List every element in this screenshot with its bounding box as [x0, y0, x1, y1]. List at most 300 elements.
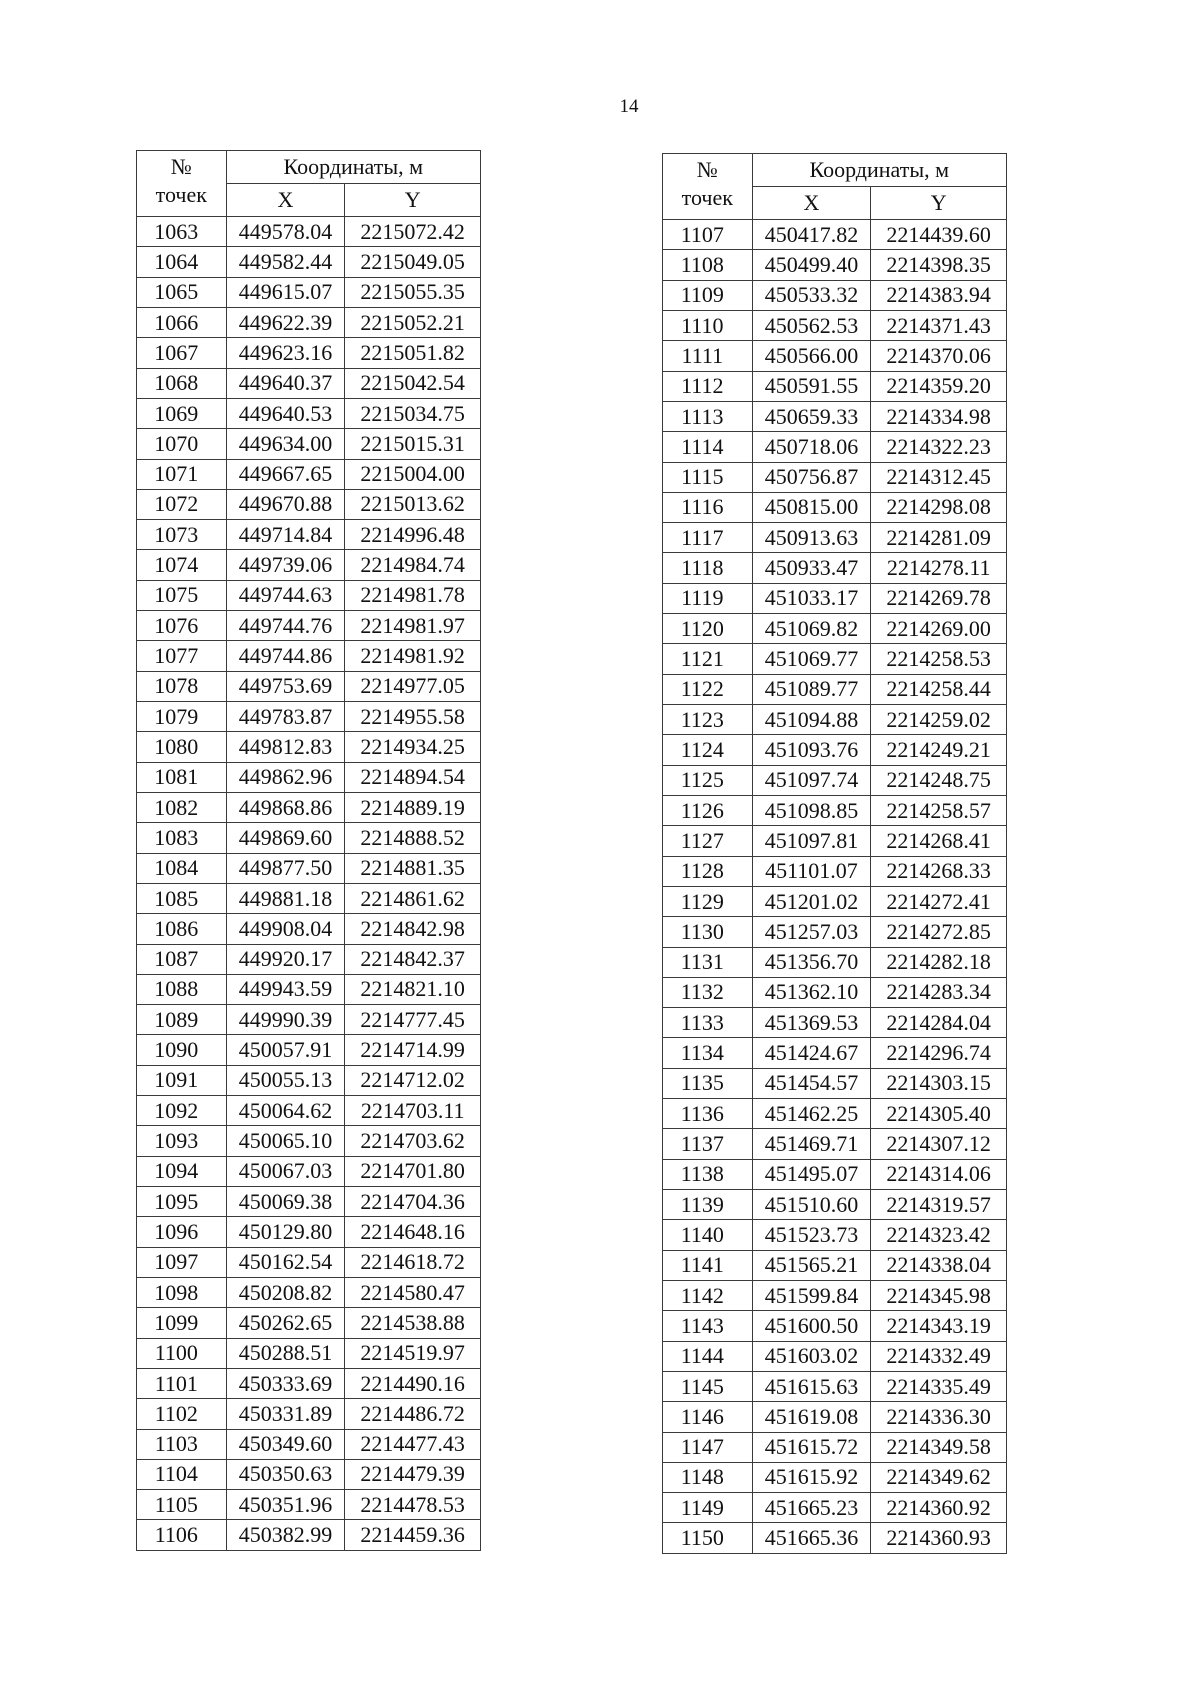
y-column-header: Y [345, 184, 481, 217]
y-coordinate-cell: 2214977.05 [345, 671, 481, 701]
table-row [663, 492, 1007, 522]
x-coordinate-cell: 449943.59 [226, 974, 345, 1004]
point-number-cell: 1142 [663, 1280, 753, 1310]
point-number-cell: 1100 [137, 1338, 227, 1368]
y-coordinate-cell: 2214312.45 [871, 462, 1007, 492]
table-row [663, 977, 1007, 1007]
point-number-cell: 1117 [663, 523, 753, 553]
x-coordinate-cell: 451033.17 [752, 583, 871, 613]
y-coordinate-cell: 2214486.72 [345, 1399, 481, 1429]
table-row [137, 489, 481, 519]
point-number-cell: 1075 [137, 580, 227, 610]
point-number-cell: 1121 [663, 644, 753, 674]
table-row [137, 429, 481, 459]
point-number-cell: 1077 [137, 641, 227, 671]
x-coordinate-cell: 451097.81 [752, 826, 871, 856]
point-number-cell: 1099 [137, 1308, 227, 1338]
table-row [663, 1068, 1007, 1098]
y-coordinate-cell: 2214345.98 [871, 1280, 1007, 1310]
y-coordinate-cell: 2214269.00 [871, 614, 1007, 644]
table-row [663, 765, 1007, 795]
x-coordinate-cell: 451665.23 [752, 1493, 871, 1523]
table-row [137, 368, 481, 398]
y-coordinate-cell: 2215052.21 [345, 307, 481, 337]
point-number-cell: 1105 [137, 1490, 227, 1520]
x-coordinate-cell: 449744.76 [226, 611, 345, 641]
y-coordinate-cell: 2214861.62 [345, 883, 481, 913]
y-coordinate-cell: 2214648.16 [345, 1217, 481, 1247]
y-coordinate-cell: 2214268.41 [871, 826, 1007, 856]
x-coordinate-cell: 451069.82 [752, 614, 871, 644]
y-coordinate-cell: 2214296.74 [871, 1038, 1007, 1068]
x-coordinate-cell: 450382.99 [226, 1520, 345, 1550]
table-row [663, 1220, 1007, 1250]
point-number-cell: 1096 [137, 1217, 227, 1247]
table-row [137, 1035, 481, 1065]
y-coordinate-cell: 2214349.62 [871, 1462, 1007, 1492]
point-number-cell: 1092 [137, 1096, 227, 1126]
table-row [663, 1280, 1007, 1310]
x-coordinate-cell: 450499.40 [752, 250, 871, 280]
y-coordinate-cell: 2214371.43 [871, 310, 1007, 340]
point-number-cell: 1068 [137, 368, 227, 398]
x-coordinate-cell: 449582.44 [226, 247, 345, 277]
table-row [137, 520, 481, 550]
x-coordinate-cell: 451454.57 [752, 1068, 871, 1098]
y-coordinate-cell: 2214307.12 [871, 1129, 1007, 1159]
x-coordinate-cell: 450067.03 [226, 1156, 345, 1186]
x-coordinate-cell: 450057.91 [226, 1035, 345, 1065]
y-coordinate-cell: 2214335.49 [871, 1371, 1007, 1401]
y-coordinate-cell: 2214398.35 [871, 250, 1007, 280]
y-coordinate-cell: 2214955.58 [345, 702, 481, 732]
x-coordinate-cell: 450262.65 [226, 1308, 345, 1338]
table-row [663, 1099, 1007, 1129]
table-row [137, 1187, 481, 1217]
y-coordinate-cell: 2214703.62 [345, 1126, 481, 1156]
y-coordinate-cell: 2214459.36 [345, 1520, 481, 1550]
point-number-cell: 1098 [137, 1277, 227, 1307]
table-row [137, 1520, 481, 1550]
y-coordinate-cell: 2214981.97 [345, 611, 481, 641]
table-row [663, 250, 1007, 280]
x-coordinate-cell: 450351.96 [226, 1490, 345, 1520]
x-coordinate-cell: 451097.74 [752, 765, 871, 795]
y-coordinate-cell: 2214305.40 [871, 1099, 1007, 1129]
y-coordinate-cell: 2214336.30 [871, 1402, 1007, 1432]
x-coordinate-cell: 449667.65 [226, 459, 345, 489]
point-number-cell: 1130 [663, 917, 753, 947]
x-coordinate-cell: 450659.33 [752, 401, 871, 431]
table-row [663, 826, 1007, 856]
table-row [137, 914, 481, 944]
x-coordinate-cell: 449578.04 [226, 217, 345, 247]
x-coordinate-cell: 451615.72 [752, 1432, 871, 1462]
point-number-cell: 1088 [137, 974, 227, 1004]
table-row [137, 1217, 481, 1247]
x-coordinate-cell: 449640.37 [226, 368, 345, 398]
table-row [137, 792, 481, 822]
y-coordinate-cell: 2214701.80 [345, 1156, 481, 1186]
table-row [663, 1038, 1007, 1068]
point-number-cell: 1076 [137, 611, 227, 641]
table-row [137, 853, 481, 883]
number-sign: № [696, 157, 718, 182]
y-coordinate-cell: 2214519.97 [345, 1338, 481, 1368]
y-coordinate-cell: 2214338.04 [871, 1250, 1007, 1280]
y-coordinate-cell: 2214439.60 [871, 220, 1007, 250]
point-number-cell: 1107 [663, 220, 753, 250]
point-number-cell: 1064 [137, 247, 227, 277]
x-coordinate-cell: 450349.60 [226, 1429, 345, 1459]
point-number-cell: 1132 [663, 977, 753, 1007]
point-number-cell: 1135 [663, 1068, 753, 1098]
y-coordinate-cell: 2214618.72 [345, 1247, 481, 1277]
point-number-cell: 1143 [663, 1311, 753, 1341]
table-row [663, 735, 1007, 765]
x-coordinate-cell: 449714.84 [226, 520, 345, 550]
table-row [663, 280, 1007, 310]
point-number-cell: 1063 [137, 217, 227, 247]
point-number-cell: 1110 [663, 310, 753, 340]
x-coordinate-cell: 449920.17 [226, 944, 345, 974]
table-row [663, 1493, 1007, 1523]
x-coordinate-cell: 449623.16 [226, 338, 345, 368]
x-coordinate-cell: 451603.02 [752, 1341, 871, 1371]
point-number-cell: 1119 [663, 583, 753, 613]
point-number-cell: 1081 [137, 762, 227, 792]
point-number-cell: 1115 [663, 462, 753, 492]
page-number: 14 [619, 96, 639, 117]
y-coordinate-cell: 2214714.99 [345, 1035, 481, 1065]
point-number-cell: 1080 [137, 732, 227, 762]
x-coordinate-cell: 449990.39 [226, 1005, 345, 1035]
y-coordinate-cell: 2214272.85 [871, 917, 1007, 947]
point-number-cell: 1141 [663, 1250, 753, 1280]
point-number-cell: 1137 [663, 1129, 753, 1159]
y-coordinate-cell: 2215051.82 [345, 338, 481, 368]
coordinates-header: Координаты, м [752, 154, 1006, 187]
table-row [137, 277, 481, 307]
y-coordinate-cell: 2214383.94 [871, 280, 1007, 310]
coordinates-table-right [662, 153, 1007, 1554]
table-row [137, 1247, 481, 1277]
x-coordinate-cell: 451462.25 [752, 1099, 871, 1129]
table-row [137, 459, 481, 489]
point-number-cell: 1085 [137, 883, 227, 913]
point-number-cell: 1111 [663, 341, 753, 371]
point-number-cell: 1073 [137, 520, 227, 550]
y-coordinate-cell: 2214258.44 [871, 674, 1007, 704]
x-coordinate-cell: 450533.32 [752, 280, 871, 310]
y-coordinate-cell: 2214272.41 [871, 886, 1007, 916]
y-coordinate-cell: 2214996.48 [345, 520, 481, 550]
number-sign: № [170, 154, 192, 179]
x-coordinate-cell: 450913.63 [752, 523, 871, 553]
x-coordinate-cell: 450566.00 [752, 341, 871, 371]
point-number-cell: 1112 [663, 371, 753, 401]
point-number-cell: 1101 [137, 1368, 227, 1398]
x-column-header: X [226, 184, 345, 217]
y-coordinate-cell: 2215072.42 [345, 217, 481, 247]
point-number-cell: 1074 [137, 550, 227, 580]
table-row [137, 1126, 481, 1156]
point-number-cell: 1082 [137, 792, 227, 822]
x-coordinate-cell: 449634.00 [226, 429, 345, 459]
point-number-cell: 1125 [663, 765, 753, 795]
y-coordinate-cell: 2214703.11 [345, 1096, 481, 1126]
table-row [663, 917, 1007, 947]
y-coordinate-cell: 2214268.33 [871, 856, 1007, 886]
y-coordinate-cell: 2214258.53 [871, 644, 1007, 674]
x-coordinate-cell: 450417.82 [752, 220, 871, 250]
x-coordinate-cell: 449744.86 [226, 641, 345, 671]
y-coordinate-cell: 2214269.78 [871, 583, 1007, 613]
point-number-cell: 1109 [663, 280, 753, 310]
point-number-header [663, 154, 753, 220]
y-coordinate-cell: 2214981.92 [345, 641, 481, 671]
point-number-cell: 1103 [137, 1429, 227, 1459]
x-coordinate-cell: 451356.70 [752, 947, 871, 977]
x-coordinate-cell: 451523.73 [752, 1220, 871, 1250]
coordinates-header: Координаты, м [226, 151, 480, 184]
table-row [137, 732, 481, 762]
table-row [663, 1523, 1007, 1553]
y-coordinate-cell: 2214314.06 [871, 1159, 1007, 1189]
y-coordinate-cell: 2214248.75 [871, 765, 1007, 795]
point-number-cell: 1083 [137, 823, 227, 853]
x-coordinate-cell: 451369.53 [752, 1008, 871, 1038]
y-coordinate-cell: 2214478.53 [345, 1490, 481, 1520]
x-coordinate-cell: 451510.60 [752, 1190, 871, 1220]
table-row [137, 1459, 481, 1489]
table-row [663, 1190, 1007, 1220]
point-number-cell: 1086 [137, 914, 227, 944]
x-coordinate-cell: 451257.03 [752, 917, 871, 947]
x-coordinate-cell: 450333.69 [226, 1368, 345, 1398]
table-row [663, 705, 1007, 735]
y-coordinate-cell: 2214370.06 [871, 341, 1007, 371]
table-row [663, 674, 1007, 704]
x-coordinate-cell: 450933.47 [752, 553, 871, 583]
table-row [137, 580, 481, 610]
y-coordinate-cell: 2214283.34 [871, 977, 1007, 1007]
point-number-cell: 1116 [663, 492, 753, 522]
coordinates-table-left [136, 150, 481, 1551]
x-coordinate-cell: 449622.39 [226, 307, 345, 337]
y-coordinate-cell: 2215034.75 [345, 398, 481, 428]
y-coordinate-cell: 2214349.58 [871, 1432, 1007, 1462]
table-row [137, 1065, 481, 1095]
x-coordinate-cell: 451093.76 [752, 735, 871, 765]
table-row [663, 1250, 1007, 1280]
point-number-cell: 1114 [663, 432, 753, 462]
y-coordinate-cell: 2214334.98 [871, 401, 1007, 431]
x-coordinate-cell: 450064.62 [226, 1096, 345, 1126]
x-coordinate-cell: 450350.63 [226, 1459, 345, 1489]
point-number-cell: 1090 [137, 1035, 227, 1065]
point-number-cell: 1148 [663, 1462, 753, 1492]
y-coordinate-cell: 2214359.20 [871, 371, 1007, 401]
table-row [137, 944, 481, 974]
point-number-cell: 1094 [137, 1156, 227, 1186]
table-row [663, 1462, 1007, 1492]
point-number-cell: 1078 [137, 671, 227, 701]
y-coordinate-cell: 2214842.37 [345, 944, 481, 974]
point-number-cell: 1131 [663, 947, 753, 977]
point-number-cell: 1150 [663, 1523, 753, 1553]
y-coordinate-cell: 2214889.19 [345, 792, 481, 822]
point-number-cell: 1133 [663, 1008, 753, 1038]
x-coordinate-cell: 449739.06 [226, 550, 345, 580]
x-coordinate-cell: 451599.84 [752, 1280, 871, 1310]
table-row [663, 523, 1007, 553]
x-coordinate-cell: 449877.50 [226, 853, 345, 883]
point-number-cell: 1065 [137, 277, 227, 307]
point-number-cell: 1091 [137, 1065, 227, 1095]
table-row [137, 641, 481, 671]
table-row [137, 823, 481, 853]
table-row [663, 1129, 1007, 1159]
table-body-right [663, 220, 1007, 1554]
point-number-cell: 1139 [663, 1190, 753, 1220]
x-coordinate-cell: 450591.55 [752, 371, 871, 401]
x-coordinate-cell: 450065.10 [226, 1126, 345, 1156]
table-row [663, 1008, 1007, 1038]
point-number-cell: 1134 [663, 1038, 753, 1068]
point-number-cell: 1129 [663, 886, 753, 916]
table-row [137, 1005, 481, 1035]
y-coordinate-cell: 2214777.45 [345, 1005, 481, 1035]
point-number-cell: 1071 [137, 459, 227, 489]
y-coordinate-cell: 2214490.16 [345, 1368, 481, 1398]
y-coordinate-cell: 2214323.42 [871, 1220, 1007, 1250]
point-number-cell: 1122 [663, 674, 753, 704]
y-coordinate-cell: 2214360.93 [871, 1523, 1007, 1553]
point-number-cell: 1147 [663, 1432, 753, 1462]
x-coordinate-cell: 449783.87 [226, 702, 345, 732]
y-coordinate-cell: 2214322.23 [871, 432, 1007, 462]
point-number-cell: 1106 [137, 1520, 227, 1550]
x-column-header: X [752, 187, 871, 220]
point-number-cell: 1124 [663, 735, 753, 765]
x-coordinate-cell: 449615.07 [226, 277, 345, 307]
point-number-cell: 1144 [663, 1341, 753, 1371]
y-coordinate-cell: 2214332.49 [871, 1341, 1007, 1371]
table-row [137, 1096, 481, 1126]
y-coordinate-cell: 2214284.04 [871, 1008, 1007, 1038]
point-number-cell: 1136 [663, 1099, 753, 1129]
table-row [137, 1429, 481, 1459]
x-coordinate-cell: 451665.36 [752, 1523, 871, 1553]
point-number-cell: 1072 [137, 489, 227, 519]
y-coordinate-cell: 2214281.09 [871, 523, 1007, 553]
points-label: точек [681, 184, 733, 210]
point-number-cell: 1102 [137, 1399, 227, 1429]
table-row [663, 310, 1007, 340]
table-row [663, 341, 1007, 371]
x-coordinate-cell: 449881.18 [226, 883, 345, 913]
table-row [663, 583, 1007, 613]
table-row [137, 1490, 481, 1520]
table-row [137, 307, 481, 337]
y-coordinate-cell: 2214303.15 [871, 1068, 1007, 1098]
y-coordinate-cell: 2214249.21 [871, 735, 1007, 765]
table-row [663, 371, 1007, 401]
x-coordinate-cell: 450208.82 [226, 1277, 345, 1307]
y-coordinate-cell: 2215055.35 [345, 277, 481, 307]
x-coordinate-cell: 449753.69 [226, 671, 345, 701]
table-row [663, 856, 1007, 886]
x-coordinate-cell: 450562.53 [752, 310, 871, 340]
x-coordinate-cell: 450331.89 [226, 1399, 345, 1429]
table-row [137, 217, 481, 247]
y-coordinate-cell: 2215049.05 [345, 247, 481, 277]
y-coordinate-cell: 2214842.98 [345, 914, 481, 944]
y-coordinate-cell: 2214278.11 [871, 553, 1007, 583]
y-coordinate-cell: 2214479.39 [345, 1459, 481, 1489]
x-coordinate-cell: 450756.87 [752, 462, 871, 492]
point-number-cell: 1146 [663, 1402, 753, 1432]
table-row [137, 1368, 481, 1398]
y-coordinate-cell: 2214538.88 [345, 1308, 481, 1338]
point-number-cell: 1118 [663, 553, 753, 583]
x-coordinate-cell: 451615.92 [752, 1462, 871, 1492]
table-row [137, 671, 481, 701]
table-row [663, 401, 1007, 431]
point-number-cell: 1097 [137, 1247, 227, 1277]
y-coordinate-cell: 2214712.02 [345, 1065, 481, 1095]
y-coordinate-cell: 2214894.54 [345, 762, 481, 792]
table-row [137, 1277, 481, 1307]
point-number-cell: 1149 [663, 1493, 753, 1523]
table-row [137, 247, 481, 277]
y-coordinate-cell: 2214704.36 [345, 1187, 481, 1217]
y-coordinate-cell: 2214934.25 [345, 732, 481, 762]
y-coordinate-cell: 2214888.52 [345, 823, 481, 853]
table-row [137, 974, 481, 1004]
y-coordinate-cell: 2214343.19 [871, 1311, 1007, 1341]
x-coordinate-cell: 451069.77 [752, 644, 871, 674]
table-row [663, 644, 1007, 674]
point-number-cell: 1067 [137, 338, 227, 368]
x-coordinate-cell: 450129.80 [226, 1217, 345, 1247]
point-number-cell: 1069 [137, 398, 227, 428]
x-coordinate-cell: 449869.60 [226, 823, 345, 853]
table-row [137, 702, 481, 732]
point-number-cell: 1123 [663, 705, 753, 735]
x-coordinate-cell: 451495.07 [752, 1159, 871, 1189]
x-coordinate-cell: 451619.08 [752, 1402, 871, 1432]
point-number-cell: 1108 [663, 250, 753, 280]
table-row [137, 1308, 481, 1338]
x-coordinate-cell: 449862.96 [226, 762, 345, 792]
y-column-header: Y [871, 187, 1007, 220]
table-row [663, 614, 1007, 644]
y-coordinate-cell: 2214360.92 [871, 1493, 1007, 1523]
point-number-header [137, 151, 227, 217]
x-coordinate-cell: 449744.63 [226, 580, 345, 610]
table-row [663, 432, 1007, 462]
x-coordinate-cell: 449908.04 [226, 914, 345, 944]
x-coordinate-cell: 450162.54 [226, 1247, 345, 1277]
x-coordinate-cell: 450288.51 [226, 1338, 345, 1368]
point-number-cell: 1128 [663, 856, 753, 886]
table-row [663, 947, 1007, 977]
y-coordinate-cell: 2214258.57 [871, 795, 1007, 825]
y-coordinate-cell: 2215004.00 [345, 459, 481, 489]
y-coordinate-cell: 2215015.31 [345, 429, 481, 459]
